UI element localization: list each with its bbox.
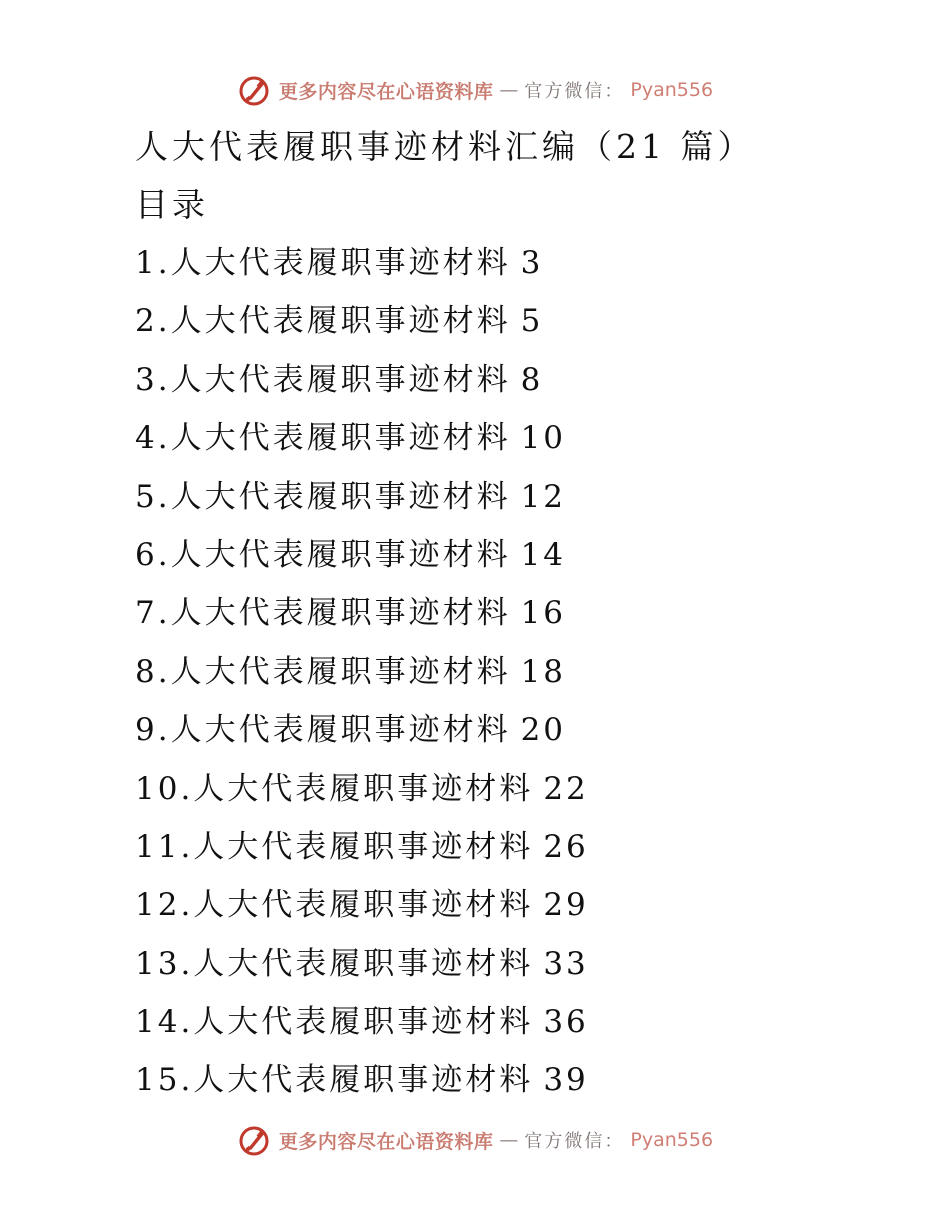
toc-item[interactable] bbox=[135, 818, 895, 876]
banner-wechat-label: 官方微信： bbox=[524, 1131, 625, 1152]
toc-item-page-number: 10 bbox=[520, 420, 567, 457]
banner-slogan: 更多内容尽在心语资料库 bbox=[278, 80, 494, 103]
toc-item[interactable] bbox=[135, 1051, 895, 1109]
toc-heading: 目录 bbox=[135, 185, 209, 224]
banner-wechat-handle: Pyan556 bbox=[630, 1129, 714, 1151]
toc-item-page-number: 16 bbox=[520, 595, 567, 632]
toc-item-page-number: 39 bbox=[543, 1062, 589, 1099]
banner-dash: — bbox=[499, 79, 519, 101]
toc-item[interactable] bbox=[135, 643, 895, 701]
toc-item-page-number: 12 bbox=[520, 478, 567, 515]
toc-item-page-number: 5 bbox=[520, 303, 544, 340]
toc-item-page-number: 20 bbox=[520, 712, 567, 749]
toc-item[interactable] bbox=[135, 760, 895, 818]
toc-item-page-number: 14 bbox=[520, 536, 567, 573]
header-watermark-banner bbox=[0, 70, 950, 110]
toc-item-label: 12.人大代表履职事迹材料 bbox=[135, 887, 534, 924]
banner-wechat-label: 官方微信： bbox=[524, 81, 625, 102]
toc-item-label: 15.人大代表履职事迹材料 bbox=[135, 1062, 534, 1099]
toc-item-label: 9.人大代表履职事迹材料 bbox=[135, 712, 511, 749]
toc-item[interactable] bbox=[135, 351, 895, 409]
toc-item-label: 10.人大代表履职事迹材料 bbox=[135, 770, 534, 807]
toc-item[interactable] bbox=[135, 876, 895, 934]
document-body bbox=[135, 118, 895, 1110]
toc-item-page-number: 33 bbox=[543, 945, 589, 982]
banner-wechat-handle: Pyan556 bbox=[630, 79, 714, 101]
toc-item-label: 4.人大代表履职事迹材料 bbox=[135, 420, 511, 457]
toc-item[interactable] bbox=[135, 234, 895, 292]
toc-item-label: 14.人大代表履职事迹材料 bbox=[135, 1004, 534, 1041]
toc-item-page-number: 3 bbox=[520, 245, 544, 281]
toc-item-label: 8.人大代表履职事迹材料 bbox=[135, 653, 511, 690]
toc-item-label: 1.人大代表履职事迹材料 bbox=[135, 245, 511, 281]
toc-item-label: 5.人大代表履职事迹材料 bbox=[135, 478, 511, 515]
toc-item-page-number: 22 bbox=[543, 770, 589, 807]
toc-item[interactable] bbox=[135, 468, 895, 526]
toc-item-page-number: 18 bbox=[520, 653, 567, 690]
toc-item[interactable] bbox=[135, 584, 895, 642]
table-of-contents bbox=[135, 234, 895, 1110]
toc-item[interactable] bbox=[135, 292, 895, 350]
toc-item[interactable] bbox=[135, 526, 895, 584]
quill-circle-icon bbox=[237, 1122, 273, 1158]
toc-item-label: 13.人大代表履职事迹材料 bbox=[135, 945, 534, 982]
toc-item-page-number: 26 bbox=[543, 828, 589, 865]
toc-item-page-number: 36 bbox=[543, 1004, 589, 1041]
quill-circle-icon bbox=[237, 72, 273, 108]
toc-item-label: 11.人大代表履职事迹材料 bbox=[135, 828, 534, 865]
toc-item[interactable] bbox=[135, 701, 895, 759]
toc-item[interactable] bbox=[135, 993, 895, 1051]
toc-item-label: 2.人大代表履职事迹材料 bbox=[135, 303, 511, 340]
banner-dash: — bbox=[499, 1129, 519, 1151]
toc-item[interactable] bbox=[135, 409, 895, 467]
toc-item[interactable] bbox=[135, 935, 895, 993]
toc-item-page-number: 29 bbox=[543, 887, 589, 924]
document-title: 人大代表履职事迹材料汇编（21 篇） bbox=[135, 127, 755, 166]
banner-slogan: 更多内容尽在心语资料库 bbox=[278, 1130, 494, 1153]
toc-item-label: 7.人大代表履职事迹材料 bbox=[135, 595, 511, 632]
footer-watermark-banner bbox=[0, 1120, 950, 1160]
toc-item-page-number: 8 bbox=[520, 361, 544, 398]
toc-item-label: 3.人大代表履职事迹材料 bbox=[135, 361, 511, 398]
toc-item-label: 6.人大代表履职事迹材料 bbox=[135, 536, 511, 573]
